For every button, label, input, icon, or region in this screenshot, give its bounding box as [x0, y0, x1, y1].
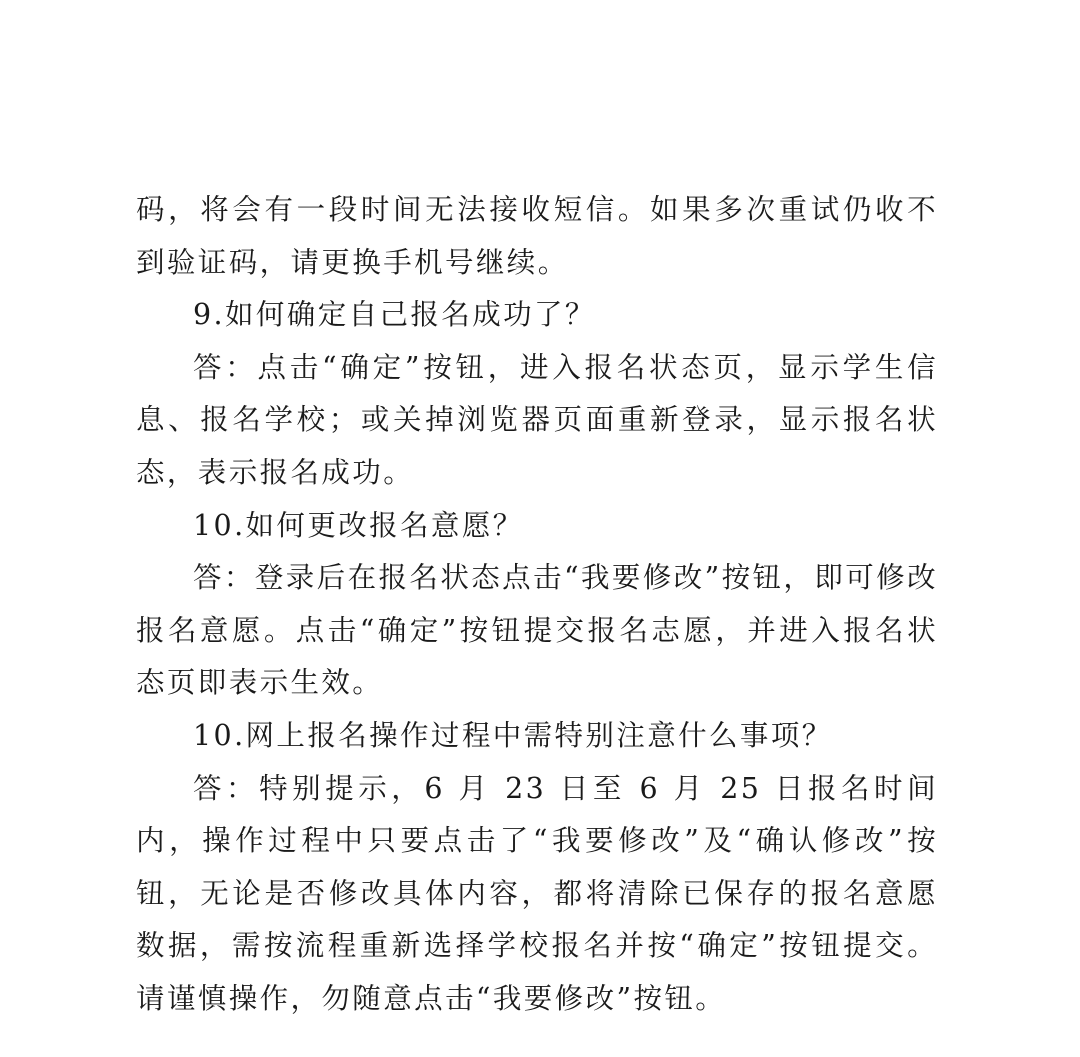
- answer-10-notice: 答：特别提示，6 月 23 日至 6 月 25 日报名时间内，操作过程中只要点击了“我要修改”及“确认修改”按钮，无论是否修改具体内容，都将清除已保存的报名意愿数据，需按流程重新选择学校报名并按“确定”按钮提交。请谨慎操作，勿随意点击“我要修改”按钮。: [136, 771, 938, 1015]
- answer-9: 答：点击“确定”按钮，进入报名状态页，显示学生信息、报名学校；或关掉浏览器页面重新登录，显示报名状态，表示报名成功。: [136, 350, 938, 489]
- question-10-change: 10.如何更改报名意愿？: [193, 508, 524, 542]
- answer-10-change: 答：登录后在报名状态点击“我要修改”按钮，即可修改报名意愿。点击“确定”按钮提交报名志愿，并进入报名状态页即表示生效。: [136, 561, 938, 700]
- question-9: 9.如何确定自己报名成功了？: [193, 298, 596, 332]
- document-body: [136, 184, 938, 1026]
- paragraph-continued: 码，将会有一段时间无法接收短信。如果多次重试仍收不到验证码，请更换手机号继续。: [136, 193, 938, 279]
- question-10-notice: 10.网上报名操作过程中需特别注意什么事项？: [193, 718, 833, 752]
